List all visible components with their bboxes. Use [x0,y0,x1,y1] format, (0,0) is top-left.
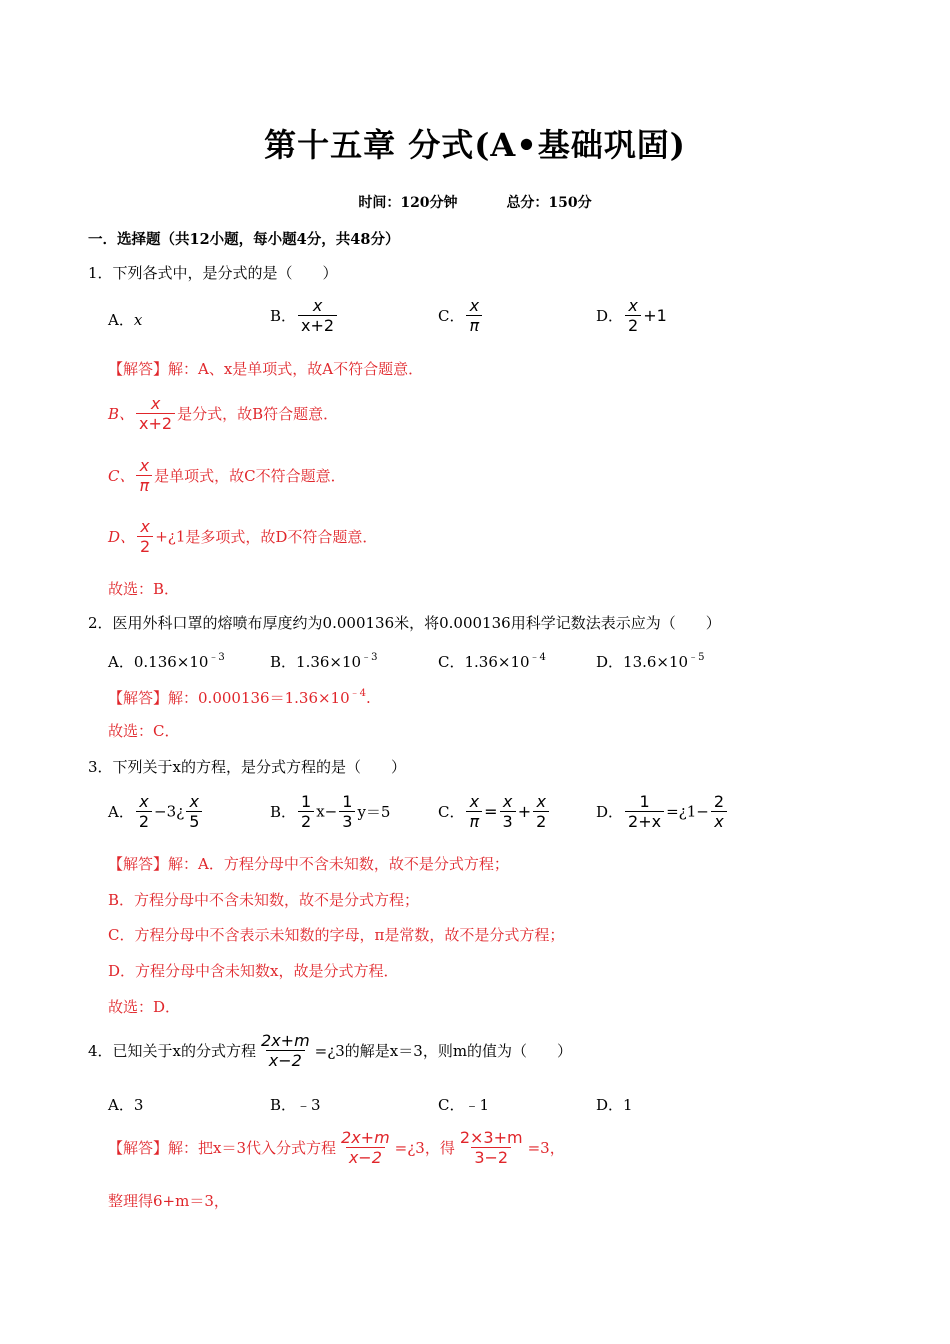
q1-answer-b: B、 $\frac{x}{x+2}$ 是分式，故B符合题意． [108,394,339,433]
question-1-stem: 1．下列各式中，是分式的是（ ） [88,264,338,282]
exam-time: 时间：120分钟 [358,195,458,211]
q3-choice: 故选：D． [108,998,181,1016]
q1-answer-c: C、 $\frac{x}{\pi}$ 是单项式，故C不符合题意． [108,456,346,495]
q2-option-b: B．$1.36\times 10^{﹣3}$ [270,652,378,671]
q1-option-d: D． $\frac{x}{2}$ +1 [596,296,667,335]
q4-answer-line1: 【解答】解：把x＝3代入分式方程 $\frac{2x+m}{x-2}$ =¿3，得 $\frac{2\times 3+m}{3-2}$ =3， [108,1128,565,1167]
question-2-stem: 2．医用外科口罩的熔喷布厚度约为0.000136米，将0.000136用科学记数法表示应为（ ） [88,614,721,632]
q3-answer-line4: D．方程分母中含未知数x，故是分式方程． [108,962,399,980]
q3-answer-line2: B．方程分母中不含未知数，故不是分式方程； [108,891,420,909]
section-heading: 一．选择题（共12小题，每小题4分，共48分） [88,231,400,248]
q4-option-b: B．﹣3 [270,1096,321,1114]
q2-option-d: D．$13.6\times 10^{﹣5}$ [596,652,705,671]
q2-answer: 【解答】解：$0.000136=1.36\times 10^{﹣4}$. [108,688,371,707]
exam-score: 总分：150分 [506,195,592,211]
q3-option-b: B． $\frac{1}{2}$ x− $\frac{1}{3}$ y＝5 [270,792,391,831]
q1-answer-line1: 【解答】解：A、x是单项式，故A不符合题意． [108,360,424,378]
q1-option-c: C． $\frac{x}{\pi}$ [438,296,484,335]
q1-option-b: B． $\frac{x}{x+2}$ [270,296,339,335]
q3-option-c: C． $\frac{x}{\pi}$ = $\frac{x}{3}$ + $\frac{x}{2}$ [438,792,551,831]
exam-meta [0,192,950,212]
q2-option-c: C．$1.36\times 10^{﹣4}$ [438,652,546,671]
q4-answer-line2: 整理得6+m＝3， [108,1192,229,1210]
q1-choice: 故选：B． [108,580,180,598]
page-title: 第十五章 分式(A•基础巩固) [264,126,686,164]
q3-answer-line1: 【解答】解：A．方程分母中不含未知数，故不是分式方程； [108,855,509,873]
q4-option-d: D．1 [596,1096,633,1114]
question-1-options [108,296,808,342]
q2-option-a: A．$0.136\times 10^{﹣3}$ [108,652,225,671]
q3-answer-line3: C．方程分母中不含表示未知数的字母，π是常数，故不是分式方程； [108,926,565,944]
q1-option-a: A．x [108,311,143,329]
question-3-stem: 3．下列关于x的方程，是分式方程的是（ ） [88,758,407,776]
q4-option-a: A．3 [108,1096,144,1114]
q2-choice: 故选：C． [108,722,180,740]
question-4-stem: 4．已知关于x的分式方程 $\frac{2x+m}{x-2}$ =¿3的解是x＝3，则m的值为（ ） [88,1031,573,1070]
q3-option-a: A． $\frac{x}{2}$ −3¿ $\frac{x}{5}$ [108,792,204,831]
q3-option-d: D． $\frac{1}{2+x}$ =¿1− $\frac{2}{x}$ [596,792,729,831]
q4-option-c: C．﹣1 [438,1096,490,1114]
q1-answer-d: D、 $\frac{x}{2}$ +¿1是多项式，故D不符合题意． [108,517,378,556]
